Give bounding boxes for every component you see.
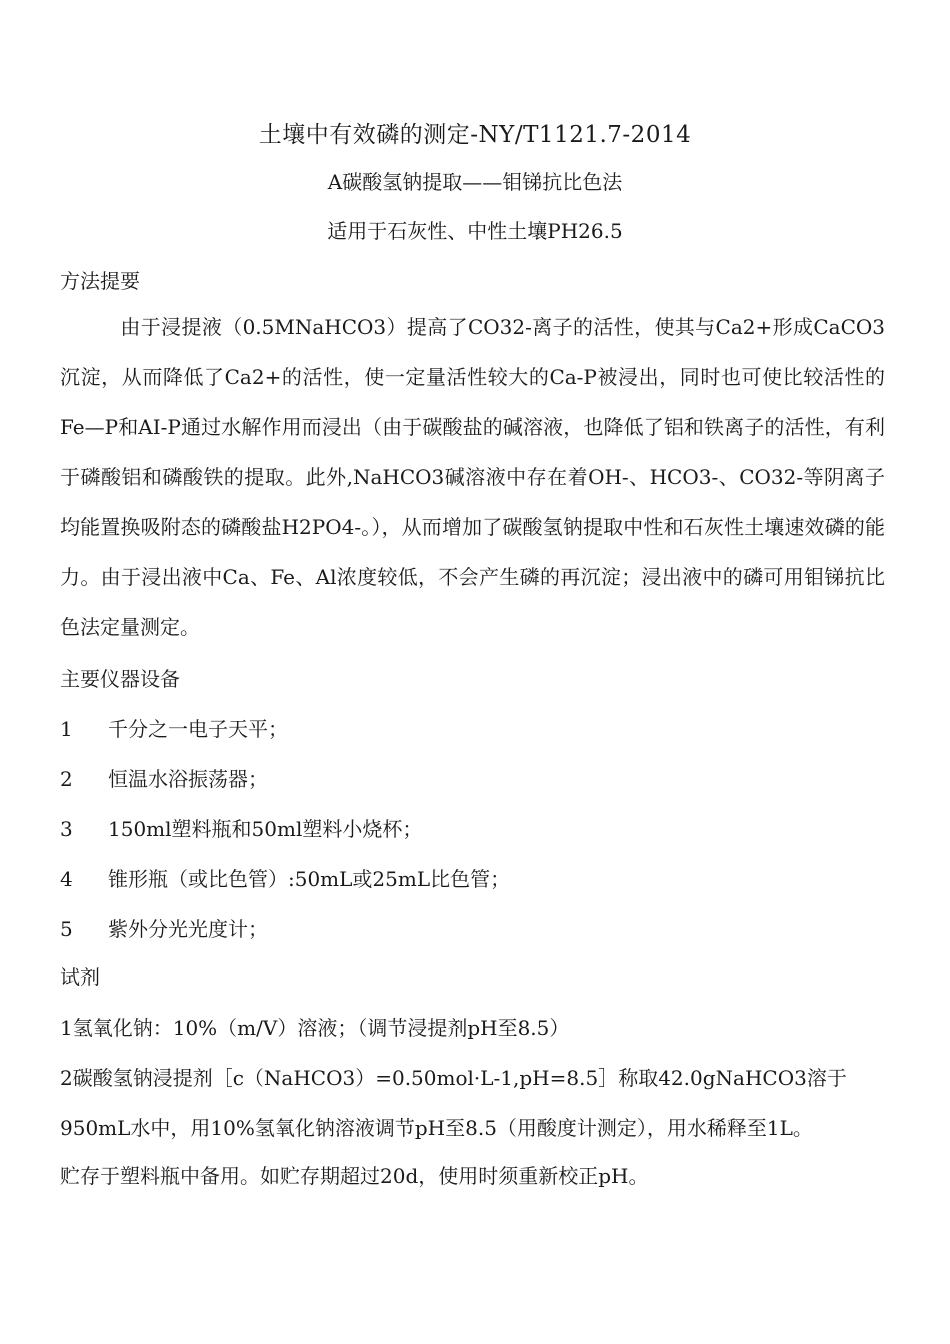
list-item-number: 1 [60, 717, 73, 741]
section-heading-reagents: 试剂 [60, 965, 100, 989]
equipment-list-item [60, 863, 510, 892]
document-subtitle-method: A碳酸氢钠提取——钼锑抗比色法 [327, 170, 623, 194]
list-item-number: 5 [60, 917, 73, 941]
section-heading-method: 方法提要 [60, 269, 140, 293]
list-item-text: 恒温水浴振荡器； [108, 767, 268, 791]
list-item-text: 锥形瓶（或比色管）:50mL或25mL比色管； [108, 867, 511, 891]
reagent-item-bicarbonate-line2: 950mL水中，用10%氢氧化钠溶液调节pH至8.5（用酸度计测定），用水稀释至1L。 [60, 1116, 813, 1140]
list-item-text: 紫外分光光度计； [108, 917, 268, 941]
list-item-text: 150ml塑料瓶和50ml塑料小烧杯； [108, 817, 423, 841]
list-item-number: 3 [60, 817, 73, 841]
list-item-number: 2 [60, 767, 73, 791]
document-title: 土壤中有效磷的测定-NY/T1121.7-2014 [258, 122, 692, 148]
equipment-list-item [60, 913, 268, 942]
section-heading-equipment: 主要仪器设备 [60, 667, 180, 691]
method-paragraph-text: 由于浸提液（0.5MNaHCO3）提高了CO32-离子的活性，使其与Ca2+形成CaCO3沉淀，从而降低了Ca2+的活性，使一定量活性较大的Ca-P被浸出，同时也可使比较活性的Fe—P和AI-P通过水解作用而浸出（由于碳酸盐的碱溶液，也降低了铝和铁离子的活性，有利于磷酸铝和磷酸铁的提取。此外,NaHCO3碱溶液中存在着OH-、HCO3-、CO32-等阴离子均能置换吸附态的磷酸盐H2PO4-。），从而增加了碳酸氢钠提取中性和石灰性土壤速效磷的能力。由于浸出液中Ca、Fe、Al浓度较低，不会产生磷的再沉淀；浸出液中的磷可用钼锑抗比色法定量测定。 [60, 315, 885, 639]
method-paragraph [60, 302, 885, 652]
reagent-item-sodium-hydroxide: 1氢氧化钠：10%（m/V）溶液；（调节浸提剂pH至8.5） [60, 1016, 570, 1040]
reagent-item-bicarbonate-line1: 2碳酸氢钠浸提剂［c（NaHCO3）=0.50mol·L-1,pH=8.5］称取42.0gNaHCO3溶于 [60, 1066, 847, 1090]
list-item-number: 4 [60, 867, 73, 891]
equipment-list-item [60, 813, 422, 842]
equipment-list-item [60, 763, 268, 792]
reagent-item-bicarbonate-line3: 贮存于塑料瓶中备用。如贮存期超过20d，使用时须重新校正pH。 [60, 1164, 649, 1188]
equipment-list-item [60, 713, 288, 742]
list-item-text: 千分之一电子天平； [108, 717, 288, 741]
document-subtitle-scope: 适用于石灰性、中性土壤PH26.5 [327, 219, 623, 243]
